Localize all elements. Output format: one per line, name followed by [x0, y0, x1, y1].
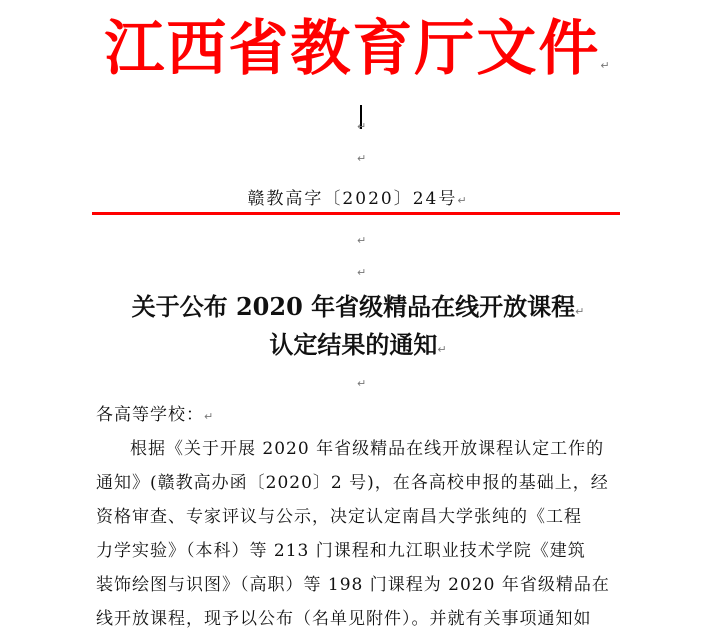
- notice-body: [96, 432, 624, 636]
- notice-title: [0, 290, 716, 366]
- paragraph-mark-icon: ↵: [457, 194, 469, 207]
- paragraph-mark-icon: ↵: [204, 410, 215, 423]
- paragraph-mark-icon: ↵: [357, 152, 367, 165]
- header-title: 江西省教育厅文件: [104, 14, 601, 84]
- body-line: 装饰绘图与识图》（高职）等 198 门课程为 2020 年省级精品在: [96, 575, 610, 595]
- body-line: 力学实验》（本科）等 213 门课程和九江职业技术学院《建筑: [96, 541, 586, 561]
- document-header: [0, 14, 716, 101]
- paragraph-mark-icon: ↵: [357, 266, 367, 279]
- paragraph-mark-icon: ↵: [437, 343, 447, 356]
- paragraph-mark-icon: ↵: [357, 377, 367, 390]
- body-line: 根据《关于开展 2020 年省级精品在线开放课程认定工作的: [130, 439, 605, 459]
- title-line-2: 认定结果的通知↵: [269, 330, 447, 359]
- document-number-text: 赣教高字〔2020〕24号: [247, 189, 458, 209]
- body-line: 通知》(赣教高办函〔2020〕2 号)，在各高校申报的基础上，经: [96, 473, 609, 493]
- body-line: 资格审查、专家评议与公示，决定认定南昌大学张纯的《工程: [96, 507, 582, 527]
- paragraph-mark-icon: ↵: [357, 234, 367, 247]
- paragraph-mark-icon: ↵: [357, 120, 367, 133]
- body-line: 线开放课程，现予以公布（名单见附件）。并就有关事项通知如: [96, 609, 592, 629]
- salutation: 各高等学校：↵: [96, 405, 215, 425]
- red-divider: [92, 212, 620, 215]
- paragraph-mark-icon: ↵: [575, 305, 585, 318]
- paragraph-mark-icon: ↵: [600, 59, 612, 72]
- document-number: [0, 184, 716, 209]
- title-line-1: 关于公布 2020 年省级精品在线开放课程↵: [131, 292, 585, 321]
